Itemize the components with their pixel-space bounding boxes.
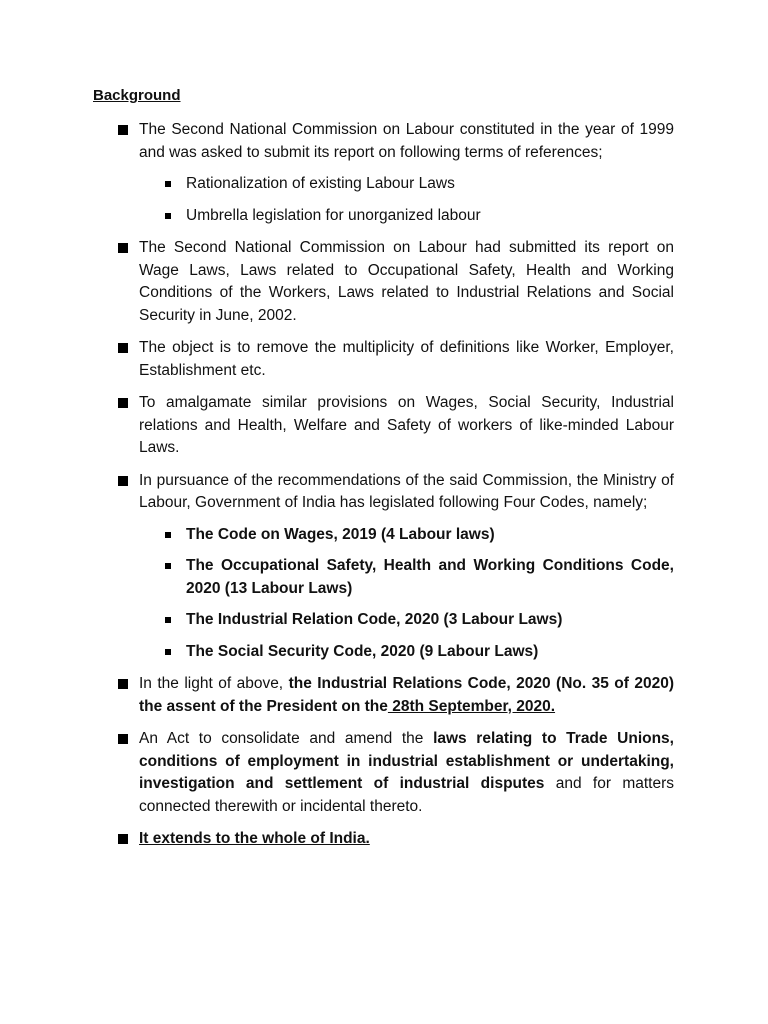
square-bullet-icon xyxy=(118,125,128,135)
code-list-item xyxy=(186,524,674,547)
list-item xyxy=(139,728,674,818)
small-square-bullet-icon xyxy=(165,617,171,623)
square-bullet-icon xyxy=(118,679,128,689)
small-square-bullet-icon xyxy=(165,563,171,569)
item-text: The object is to remove the multiplicity of definitions like Worker, Employer, Establishment etc. xyxy=(139,339,674,379)
list-item xyxy=(139,470,674,664)
list-item xyxy=(139,237,674,327)
codes-sublist xyxy=(139,524,674,664)
list-item xyxy=(139,673,674,718)
small-square-bullet-icon xyxy=(165,649,171,655)
list-item xyxy=(139,337,674,382)
small-square-bullet-icon xyxy=(165,532,171,538)
square-bullet-icon xyxy=(118,734,128,744)
item-prefix-text: An Act to consolidate and amend the xyxy=(139,730,434,747)
sub-item-text: Rationalization of existing Labour Laws xyxy=(186,175,455,192)
small-square-bullet-icon xyxy=(165,181,171,187)
item-suffix-text: and for matters connected therewith or incidental thereto. xyxy=(139,775,674,815)
item-text: The Second National Commission on Labour constituted in the year of 1999 and was asked to submit its report on following terms of references; xyxy=(139,121,674,161)
code-list-item xyxy=(186,609,674,632)
section-heading: Background xyxy=(93,87,181,104)
code-text: The Code on Wages, 2019 (4 Labour laws) xyxy=(186,525,495,543)
code-text: The Industrial Relation Code, 2020 (3 Labour Laws) xyxy=(186,611,563,628)
code-text: The Occupational Safety, Health and Working Conditions Code, 2020 (13 Labour Laws) xyxy=(186,557,674,597)
item-prefix-text: In the light of above, xyxy=(139,675,289,692)
sub-list-item xyxy=(186,173,674,196)
sub-item-text: Umbrella legislation for unorganized labour xyxy=(186,206,481,224)
square-bullet-icon xyxy=(118,343,128,353)
square-bullet-icon xyxy=(118,243,128,253)
item-text: To amalgamate similar provisions on Wages, Social Security, Industrial relations and Health, Welfare and Safety of workers of like-minded Labour Laws. xyxy=(139,394,674,456)
list-item xyxy=(139,828,674,851)
small-square-bullet-icon xyxy=(165,213,171,219)
item-text: The Second National Commission on Labour had submitted its report on Wage Laws, Laws related to Occupational Safety, Health and Working Conditions of the Workers, Laws related to Industrial Relations and Social Security in June, 2002. xyxy=(139,239,674,324)
square-bullet-icon xyxy=(118,834,128,844)
item-text: In pursuance of the recommendations of the said Commission, the Ministry of Labour, Government of India has legislated following Four Codes, namely; xyxy=(139,471,674,511)
terms-sublist xyxy=(139,173,674,227)
square-bullet-icon xyxy=(118,398,128,408)
item-text: It extends to the whole of India. xyxy=(139,830,370,847)
assent-date: 28th September, 2020. xyxy=(387,697,556,715)
item-bold-text: the Industrial Relations Code, 2020 (No. 35 of 2020) the assent of the President on the xyxy=(139,675,675,715)
code-list-item xyxy=(186,555,674,600)
code-list-item xyxy=(186,641,674,664)
item-bold-text: laws relating to Trade Unions, conditions of employment in industrial establishment or undertaking, investigation and settlement of industrial disputes xyxy=(139,730,674,792)
list-item xyxy=(139,392,674,460)
background-list xyxy=(139,119,674,861)
sub-list-item xyxy=(186,205,674,228)
list-item xyxy=(139,119,674,227)
code-text: The Social Security Code, 2020 (9 Labour Laws) xyxy=(186,642,539,660)
square-bullet-icon xyxy=(118,476,128,486)
